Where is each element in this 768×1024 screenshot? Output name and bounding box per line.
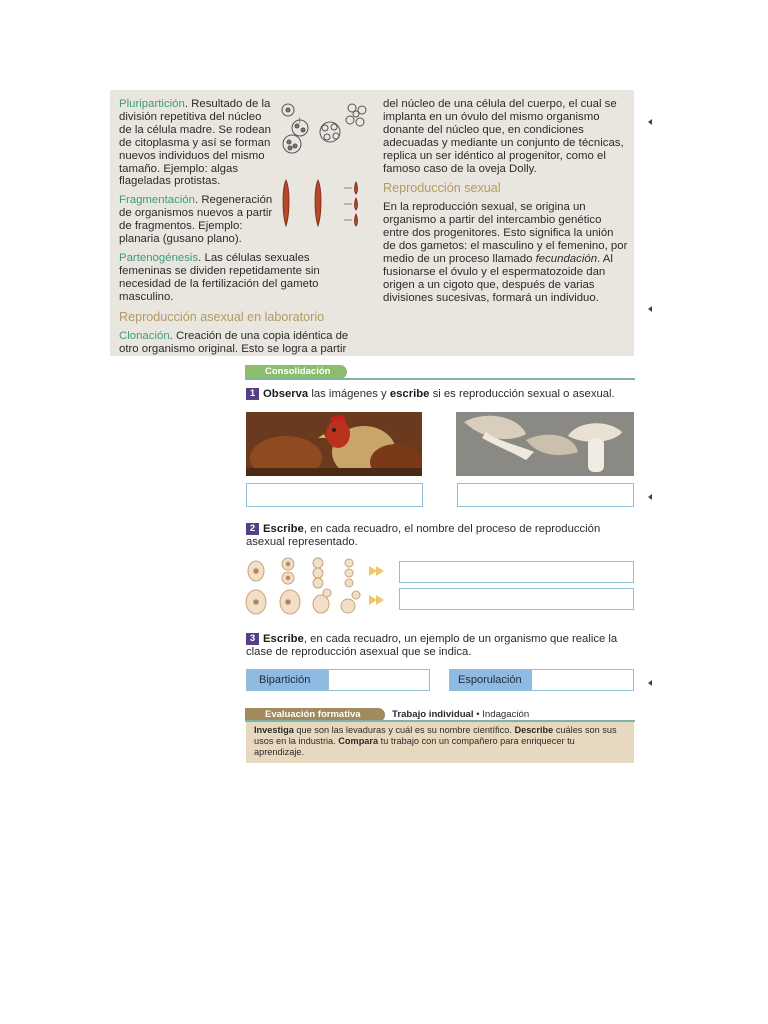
biparticion-label: Bipartición [247, 670, 329, 690]
partenogenesis-term: Partenogénesis [119, 251, 199, 264]
exercise-3-number: 3 [246, 633, 259, 645]
evaluacion-tab: Evaluación formativa [245, 708, 385, 722]
esporulacion-label: Esporulación [450, 670, 532, 690]
textbook-panel [110, 90, 634, 356]
evaluacion-subtitle [392, 709, 529, 720]
compara-verb: Compara [338, 736, 379, 746]
evaluacion-text-1: que son las levaduras y cuál es su nombre científico. [293, 725, 515, 735]
svg-text:|: | [299, 118, 301, 124]
fragmentacion-illustration [278, 178, 368, 228]
answer-box-hens[interactable] [246, 483, 423, 507]
exercise-2-rest: , en cada recuadro, el nombre del proceso de reproducción asexual representado. [246, 523, 601, 548]
partenogenesis-paragraph [119, 252, 364, 304]
margin-mark-icon [646, 118, 654, 126]
exercise-1-verb-2: escribe [389, 388, 430, 400]
exercise-2-verb: Escribe [263, 523, 304, 535]
sexual-paragraph [383, 201, 628, 304]
clonacion-paragraph [119, 330, 364, 356]
hens-photo-illustration [246, 412, 422, 476]
partenogenesis-text: . Las células sexuales femeninas se dividen repetidamente sin necesidad de la fertilización del gameto masculino. [119, 251, 320, 303]
biparticion-answer-field[interactable] [246, 669, 430, 691]
fragmentacion-term: Fragmentación [119, 194, 195, 207]
pluriparticion-term: Pluripartición [119, 98, 185, 110]
mushrooms-photo [456, 412, 634, 476]
right-column [383, 98, 628, 311]
sexual-text-2: . Al fusionarse el óvulo y el espermatozoide dan origen a un cigoto que, después de varias divisiones sucesivas, formará un individuo. [383, 253, 613, 304]
sexual-heading: Reproducción sexual [383, 181, 501, 196]
fecundacion-term: fecundación [535, 253, 598, 266]
investiga-verb: Investiga [254, 725, 294, 735]
evaluacion-subtitle-bold: Trabajo individual [392, 709, 474, 720]
clonacion-term: Clonación [119, 329, 170, 342]
exercise-2-number: 2 [246, 523, 259, 535]
consolidacion-tab: Consolidación [245, 365, 347, 379]
evaluacion-subtitle-rest: • Indagación [473, 709, 530, 720]
margin-mark-icon [646, 305, 654, 313]
pluriparticion-paragraph [119, 98, 271, 188]
pluriparticion-text: . Resultado de la división repetitiva del núcleo de la célula madre. Se rodean de citoplasma y así se forman nuevos individuos del mismo tamaño. Ejemplo: algas flageladas protistas. [119, 98, 271, 188]
reproduction-process-illustrations [244, 556, 394, 616]
exercise-3-rest: , en cada recuadro, un ejemplo de un organismo que realice la clase de reproducción asexual que se indica. [246, 633, 618, 658]
margin-mark-icon [646, 679, 654, 687]
describe-verb: Describe [514, 725, 554, 735]
answer-box-process-1[interactable] [399, 561, 634, 583]
exercise-2-prompt [246, 523, 621, 549]
consolidacion-divider [245, 378, 635, 380]
evaluacion-text-3: tu trabajo con un compañero para enriquecer tu aprendizaje. [254, 736, 575, 757]
evaluacion-instructions [246, 722, 634, 763]
sexual-text-1: En la reproducción sexual, se origina un organismo a partir del intercambio genético entre dos progenitores. Esto significa la unión de dos gametos: el masculino y el femenino, por medio de un proceso llamado [383, 201, 628, 266]
fragmentacion-paragraph [119, 194, 279, 246]
exercise-3-prompt [246, 633, 621, 659]
exercise-1-rest: si es reproducción sexual o asexual. [429, 388, 615, 400]
pluriparticion-illustration [278, 100, 368, 160]
answer-box-mushrooms[interactable] [457, 483, 634, 507]
answer-box-process-2[interactable] [399, 588, 634, 610]
exercise-1-verb-1: Observa [263, 388, 309, 400]
clonacion-continuation: del núcleo de una célula del cuerpo, el cual se implanta en un óvulo del mismo organismo donante del núcleo que, en condiciones adecuadas y mediante un conjunto de técnicas, replica un ser idéntico al progenitor, como el famoso caso de la oveja Dolly. [383, 98, 624, 175]
exercise-1-number: 1 [246, 388, 259, 400]
fragmentacion-text: . Regeneración de organismos nuevos a partir de fragmentos. Ejemplo: planaria (gusano plano). [119, 194, 273, 246]
lab-heading: Reproducción asexual en laboratorio [119, 309, 325, 324]
evaluacion-text-2: cuáles son sus usos en la industria. [254, 725, 617, 746]
exercise-1-prompt [246, 388, 636, 401]
hens-photo [246, 412, 422, 476]
esporulacion-answer-field[interactable] [449, 669, 634, 691]
mushrooms-photo-illustration [456, 412, 634, 476]
exercise-3-verb: Escribe [263, 633, 304, 645]
margin-mark-icon [646, 493, 654, 501]
clonacion-text: . Creación de una copia idéntica de otro organismo original. Esto se logra a partir [119, 329, 349, 355]
exercise-1-mid: las imágenes y [308, 388, 390, 400]
